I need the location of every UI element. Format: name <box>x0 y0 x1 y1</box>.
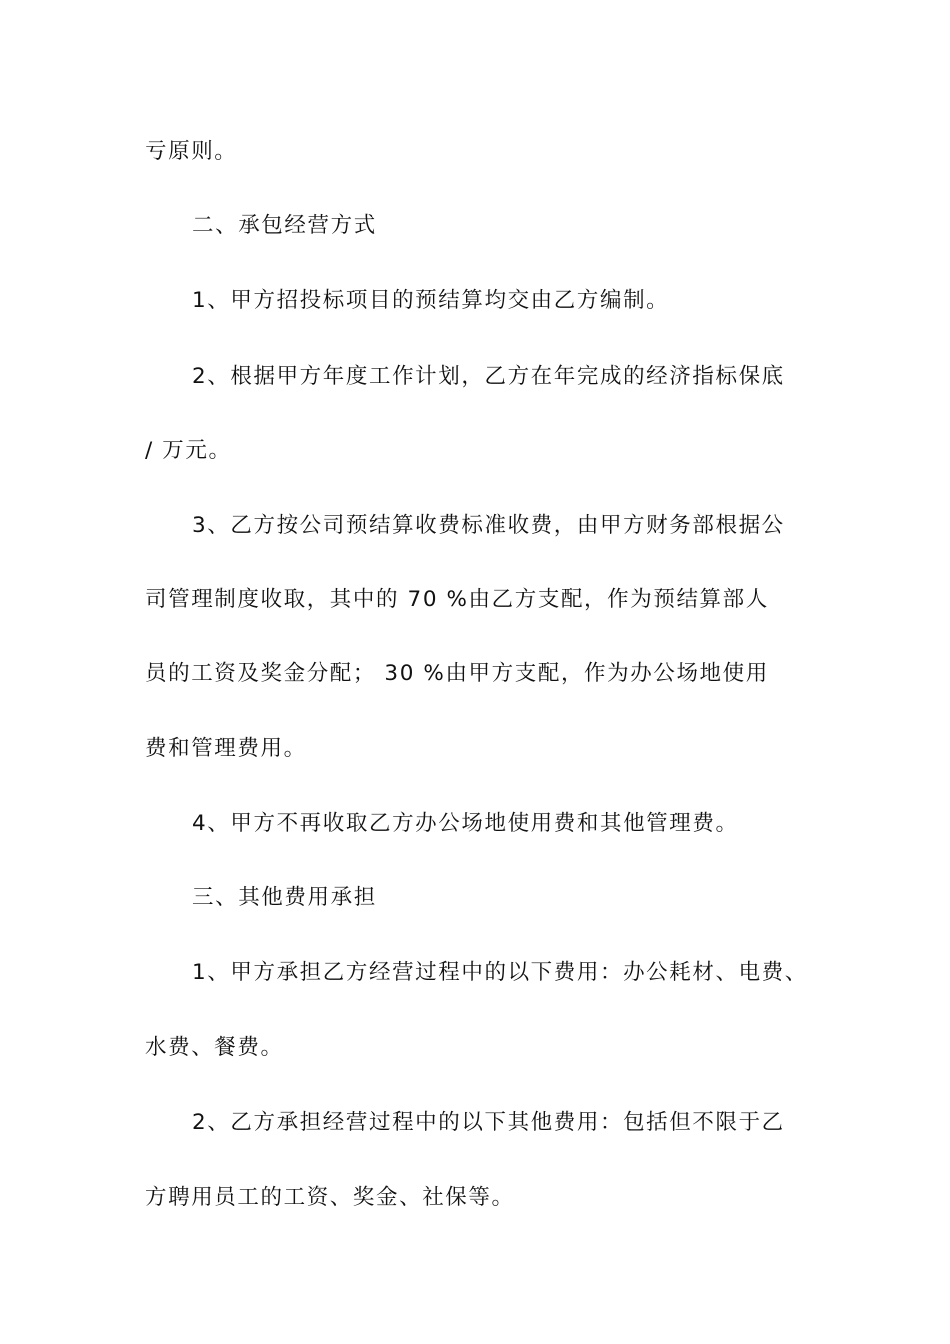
section-heading: 三、其他费用承担 <box>192 885 377 910</box>
paragraph-line: / 万元。 <box>145 438 232 463</box>
paragraph-line: 员的工资及奖金分配； 30 %由甲方支配，作为办公场地使用 <box>145 661 769 686</box>
paragraph-line: 水费、餐费。 <box>145 1035 284 1060</box>
paragraph-line: 1、甲方承担乙方经营过程中的以下费用：办公耗材、电费、 <box>192 960 808 985</box>
paragraph-line: 2、根据甲方年度工作计划，乙方在年完成的经济指标保底 <box>192 364 785 389</box>
paragraph-line: 3、乙方按公司预结算收费标准收费，由甲方财务部根据公 <box>192 513 785 538</box>
paragraph-line: 方聘用员工的工资、奖金、社保等。 <box>145 1185 515 1210</box>
paragraph-line: 费和管理费用。 <box>145 736 307 761</box>
paragraph-line: 司管理制度收取，其中的 70 %由乙方支配，作为预结算部人 <box>145 587 769 612</box>
paragraph-line: 1、甲方招投标项目的预结算均交由乙方编制。 <box>192 288 670 313</box>
section-heading: 二、承包经营方式 <box>192 213 377 238</box>
paragraph-line: 4、甲方不再收取乙方办公场地使用费和其他管理费。 <box>192 811 739 836</box>
paragraph-line: 亏原则。 <box>145 139 238 164</box>
paragraph-line: 2、乙方承担经营过程中的以下其他费用：包括但不限于乙 <box>192 1110 785 1135</box>
